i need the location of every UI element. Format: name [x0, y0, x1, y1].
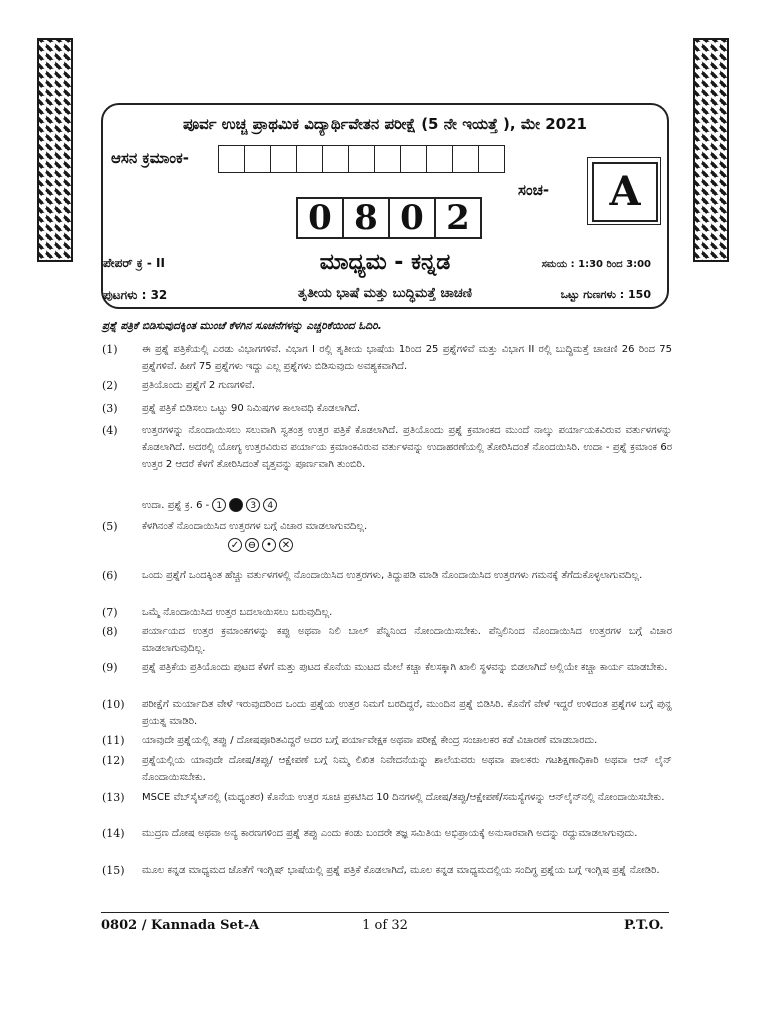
instruction-number: (12) [102, 754, 125, 767]
instruction-item [102, 752, 672, 786]
instruction-text: ಪ್ರತಿಯೊಂದು ಪ್ರಶ್ನೆಗೆ 2 ಗುಣಗಳಿವೆ. [142, 380, 255, 391]
instruction-text: ಉತ್ತರಗಳನ್ನು ನೊಂದಾಯಿಸಲು ಸಲುವಾಗಿ ಸ್ವತಂತ್ರ ಉತ್ತರ ಪತ್ರಿಕೆ ಕೊಡಲಾಗಿದೆ. ಪ್ರತಿಯೊಂದು ಪ್ರಶ್ನೆ ಕ್ರಮಾಂಕದ ಮುಂದೆ ನಾಲ್ಕು ಪರ್ಯಾಯಕವಿರುವ ವರ್ತುಳಗಳನ್ನು ಕೊಡಲಾಗಿದೆ. ಅದರಲ್ಲಿ ಯೋಗ್ಯ ಉತ್ತರವಿರುವ ಪರ್ಯಾಯ ಕ್ರಮಾಂಕವಿರುವ ವರ್ತುಳವನ್ನು ಉದಾಹರಣೆಯಲ್ಲಿ ತೋರಿಸಿದಂತೆ ನೊಂದಯಿಸಿರಿ. ಉದಾ - ಪ್ರಶ್ನೆ ಕ್ರಮಾಂಕ 6ರ ಉತ್ತರ 2 ಆದರೆ ಕೆಳಗೆ ತೋರಿಸಿದಂತೆ ವೃತ್ತವನ್ನು ಪೂರ್ಣವಾಗಿ ತುಂಬಿರಿ. [142, 425, 672, 470]
instruction-number: (7) [102, 606, 118, 619]
seat-digit-box[interactable] [244, 145, 271, 173]
answer-bubble-filled [229, 498, 243, 512]
instruction-text: MSCE ವೆಬ್‌ಸೈಟ್‌ನಲ್ಲಿ (ಮಧ್ಯಂತರ) ಕೊನೆಯ ಉತ್ತರ ಸೂಚಿ ಪ್ರಕಟಿಸಿದ 10 ದಿನಗಳಲ್ಲಿ ದೋಷ/ತಪ್ಪು/ಆಕ್ಷೇಪಣೆ/ಸಮಸ್ಯೆಗಳನ್ನು ಆನ್‌ಲೈನ್‌ನಲ್ಲಿ ನೋಂದಾಯಿಸಬೇಕು. [142, 792, 665, 803]
instruction-number: (8) [102, 625, 118, 638]
instruction-item [102, 623, 672, 657]
minus-mark-icon: ⊖ [245, 538, 259, 552]
instruction-item [102, 696, 672, 730]
exam-time: ಸಮಯ : 1:30 ರಿಂದ 3:00 [541, 259, 651, 270]
seat-number-label: ಆಸನ ಕ್ರಮಾಂಕ- [111, 149, 189, 167]
instruction-text: ಒಮ್ಮೆ ನೊಂದಾಯಿಸಿದ ಉತ್ತರ ಬದಲಾಯಿಸಲು ಬರುವುದಿಲ್ಲ. [142, 607, 333, 618]
instruction-item [102, 862, 672, 879]
instruction-text: ಕೆಳಗಿನಂತೆ ನೊಂದಾಯಿಸಿದ ಉತ್ತರಗಳ ಬಗ್ಗೆ ವಿಚಾರ ಮಾಡಲಾಗುವದಿಲ್ಲ. [142, 521, 368, 532]
footer-divider [101, 912, 669, 913]
instructions-heading: ಪ್ರಶ್ನೆ ಪತ್ರಿಕೆ ಬಿಡಿಸುವುದಕ್ಕಿಂತ ಮುಂಚೆ ಕೆಳಗಿನ ಸೂಚನೆಗಳನ್ನು ಎಚ್ಚರಿಕೆಯಿಂದ ಓದಿರಿ. [102, 320, 382, 332]
instruction-item [102, 789, 672, 806]
instruction-number: (11) [102, 734, 125, 747]
decorative-border-right [693, 38, 729, 262]
instruction-text: ಪ್ರಶ್ನೆಯಲ್ಲಿಯ ಯಾವುದೇ ದೋಷ/ತಪ್ಪು/ ಆಕ್ಷೇಪಣೆ ಬಗ್ಗೆ ನಿಮ್ಮ ಲಿಖಿತ ನಿವೇದನೆಯನ್ನು ಶಾಲೆಯವರು ಅಥವಾ ಪಾಲಕರು ಗಟಶಿಕ್ಷಣಾಧಿಕಾರಿ ಅಥವಾ ಆನ್ ಲೈನ್ ನೊಂದಾಯಿಸಬೇಕು. [142, 755, 672, 783]
code-digit: 0 [388, 197, 436, 239]
seat-number-boxes[interactable] [219, 145, 505, 173]
cross-mark-icon: ✕ [279, 538, 293, 552]
seat-digit-box[interactable] [452, 145, 479, 173]
please-turn-over: P.T.O. [624, 918, 664, 933]
seat-digit-box[interactable] [322, 145, 349, 173]
decorative-border-left [37, 38, 73, 262]
instruction-number: (10) [102, 698, 125, 711]
instruction-text: ಈ ಪ್ರಶ್ನೆ ಪತ್ರಿಕೆಯಲ್ಲಿ ಎರಡು ವಿಭಾಗಗಳಿವೆ. ವಿಭಾಗ I ರಲ್ಲಿ ತೃತೀಯ ಭಾಷೆಯ 1ರಿಂದ 25 ಪ್ರಶ್ನೆಗಳಿವೆ ಮತ್ತು ವಿಭಾಗ II ರಲ್ಲಿ ಬುದ್ಧಿಮತ್ತೆ ಚಾಚಣಿ 26 ರಿಂದ 75 ಪ್ರಶ್ನೆಗಳಿವೆ. ಹೀಗೆ 75 ಪ್ರಶ್ನೆಗಳು ಇದ್ದು ಎಲ್ಲ ಪ್ರಶ್ನೆಗಳು ಬಿಡಿಸುವುದು ಅವಶ್ಯಕವಾಗಿದೆ. [142, 344, 672, 372]
instruction-number: (3) [102, 402, 118, 415]
instruction-text: ಒಂದು ಪ್ರಶ್ನೆಗೆ ಒಂದಕ್ಕಿಂತ ಹೆಚ್ಚು ವರ್ತುಳಗಳಲ್ಲಿ ನೊಂದಾಯಿಸಿದ ಉತ್ತರಗಳು, ತಿದ್ದುಪಡಿ ಮಾಡಿ ನೊಂದಾಯಿಸಿದ ಉತ್ತರಗಳು ಗಮನಕ್ಕೆ ತೆಗೆದುಕೊಳ್ಳಲಾಗುವದಿಲ್ಲ. [142, 570, 643, 581]
instruction-number: (15) [102, 864, 125, 877]
exam-title: ಪೂರ್ವ ಉಚ್ಚ ಪ್ರಾಥಮಿಕ ವಿದ್ಯಾರ್ಥಿವೇತನ ಪರೀಕ್ಷೆ (5 ನೇ ಇಯತ್ತೆ ), ಮೇ 2021 [183, 115, 587, 133]
footer-paper-code: 0802 / Kannada Set-A [101, 918, 260, 933]
instruction-text: ಪ್ರಶ್ನೆ ಪತ್ರಿಕೆ ಬಿಡಿಸಲು ಒಟ್ಟು 90 ನಿಮಿಷಗಳ ಕಾಲಾವಧಿ ಕೊಡಲಾಗಿದೆ. [142, 403, 361, 414]
seat-digit-box[interactable] [296, 145, 323, 173]
instruction-number: (5) [102, 520, 118, 533]
dot-mark-icon: • [262, 538, 276, 552]
seat-digit-box[interactable] [374, 145, 401, 173]
instruction-item [102, 825, 672, 842]
instruction-number: (6) [102, 569, 118, 582]
page-count: ಪುಟಗಳು : 32 [103, 288, 168, 302]
subject-title: ತೃತೀಯ ಭಾಷೆ ಮತ್ತು ಬುದ್ಧಿಮತ್ತೆ ಚಾಚಣಿ [297, 286, 473, 301]
instruction-number: (4) [102, 424, 118, 437]
instruction-item [102, 732, 672, 749]
instruction-item [102, 400, 672, 417]
instruction-number: (13) [102, 791, 125, 804]
medium-title: ಮಾಧ್ಯಮ - ಕನ್ನಡ [319, 250, 451, 275]
tick-mark-icon: ✓ [228, 538, 242, 552]
total-marks: ಒಟ್ಟು ಗುಣಗಳು : 150 [560, 288, 651, 301]
header-box [101, 103, 669, 309]
code-digit: 2 [434, 197, 482, 239]
code-digit: 0 [296, 197, 344, 239]
instruction-text: ಯಾವುದೇ ಪ್ರಶ್ನೆಯಲ್ಲಿ ತಪ್ಪು / ದೋಷಪೂರಿತವಿದ್ದರೆ ಅದರ ಬಗ್ಗೆ ಪರ್ಯಾವೇಕ್ಷಕ ಅಥವಾ ಪರೀಕ್ಷೆ ಕೇಂದ್ರ ಸಂಚಾಲಕರ ಕಡೆ ವಿಚಾರಣೆ ಮಾಡಬಾರದು. [142, 735, 598, 746]
code-digit: 8 [342, 197, 390, 239]
instruction-number: (2) [102, 379, 118, 392]
wrong-marking-examples [228, 538, 293, 552]
instruction-item [102, 422, 672, 473]
set-value: A [592, 162, 658, 222]
answer-bubble: 3 [246, 498, 260, 512]
instruction-item [102, 604, 672, 621]
set-label: ಸಂಚ- [518, 181, 550, 199]
page-number: 1 of 32 [362, 918, 408, 933]
set-box [587, 157, 661, 225]
instruction-number: (1) [102, 343, 118, 356]
instruction-text: ಮುದ್ರಣ ದೋಷ ಅಥವಾ ಅನ್ಯ ಕಾರಣಗಳಿಂದ ಪ್ರಶ್ನೆ ತಪ್ಪು ಎಂದು ಕಂಡು ಬಂದರೇ ತಜ್ಞ ಸಮಿತಿಯ ಅಭಿಪ್ರಾಯಕ್ಕೆ ಅನುಸಾರವಾಗಿ ಅದನ್ನು ರದ್ದುಮಾಡಲಾಗುವುದು. [142, 828, 638, 839]
instruction-text: ಪ್ರಶ್ನೆ ಪತ್ರಿಕೆಯ ಪ್ರತಿಯೊಂದು ಪುಟದ ಕೆಳಗೆ ಮತ್ತು ಪುಟದ ಕೊನೆಯ ಮುಟದ ಮೇಲೆ ಕಚ್ಚಾ ಕೆಲಸಕ್ಕಾಗಿ ಖಾಲಿ ಸ್ಥಳವನ್ನು ಬಿಡಲಾಗಿದೆ ಅಲ್ಲಿಯೇ ಕಚ್ಚಾ ಕಾರ್ಯ ಮಾಡಬೇಕು. [142, 662, 668, 673]
instruction-number: (9) [102, 661, 118, 674]
seat-digit-box[interactable] [348, 145, 375, 173]
instruction-text: ಪರೀಕ್ಷೆಗೆ ಮರ್ಯಾದಿತ ವೇಳೆ ಇರುವುದರಿಂದ ಒಂದು ಪ್ರಶ್ನೆಯ ಉತ್ತರ ನಿಮಗೆ ಬರದಿದ್ದರೆ, ಮುಂದಿನ ಪ್ರಶ್ನೆ ಬಿಡಿಸಿರಿ. ಕೊನೆಗೆ ವೇಳೆ ಇದ್ದರೆ ಉಳಿದಂತ ಪ್ರಶ್ನೆಗಳ ಬಗ್ಗೆ ಪುನ್ಹ ಪ್ರಯತ್ನ ಮಾಡಿರಿ. [142, 699, 672, 727]
seat-digit-box[interactable] [270, 145, 297, 173]
answer-bubble: 1 [212, 498, 226, 512]
instruction-item [102, 518, 672, 535]
instruction-text: ಮೂಲ ಕನ್ನಡ ಮಾಧ್ಯಮದ ಜೊತೆಗೆ ಇಂಗ್ಲಿಷ್ ಭಾಷೆಯಲ್ಲಿ ಪ್ರಶ್ನೆ ಪತ್ರಿಕೆ ಕೊಡಲಾಗಿದೆ, ಮೂಲ ಕನ್ನಡ ಮಾಧ್ಯಮದಲ್ಲಿಯ ಸಂದಿಗ್ಧ ಪ್ರಶ್ನೆಯ ಬಗ್ಗೆ ಇಂಗ್ಲಿಷ ಪ್ರಶ್ನೆ ನೋಡಿರಿ. [142, 865, 660, 876]
seat-digit-box[interactable] [478, 145, 505, 173]
instruction-text: ಪರ್ಯಾಯದ ಉತ್ತರ ಕ್ರಮಾಂಕಗಳನ್ನು ಕಪ್ಪು ಅಥವಾ ನಿಲಿ ಬಾಲ್ ಪೆನ್ನಿನಿಂದ ನೋಂದಾಯಿಸಬೇಕು. ಪೆನ್ಸಿಲಿನಿಂದ ನೊಂದಾಯಿಸಿದ ಉತ್ತರಗಳ ಬಗ್ಗೆ ವಿಚಾರ ಮಾಡಲಾಗುವುದಿಲ್ಲ. [142, 626, 672, 654]
instruction-item [102, 659, 672, 676]
paper-number: ಪೇಪರ್ ಕ್ರ - II [103, 256, 165, 270]
example-answer [142, 498, 277, 512]
example-label: ಉದಾ. ಪ್ರಶ್ನೆ ಕ್ರ. 6 - [142, 499, 210, 511]
instruction-item [102, 377, 672, 394]
seat-digit-box[interactable] [400, 145, 427, 173]
instruction-number: (14) [102, 827, 125, 840]
answer-bubble: 4 [263, 498, 277, 512]
instruction-item [102, 567, 672, 584]
seat-digit-box[interactable] [426, 145, 453, 173]
seat-digit-box[interactable] [218, 145, 245, 173]
instruction-item [102, 341, 672, 375]
paper-code [298, 197, 482, 239]
